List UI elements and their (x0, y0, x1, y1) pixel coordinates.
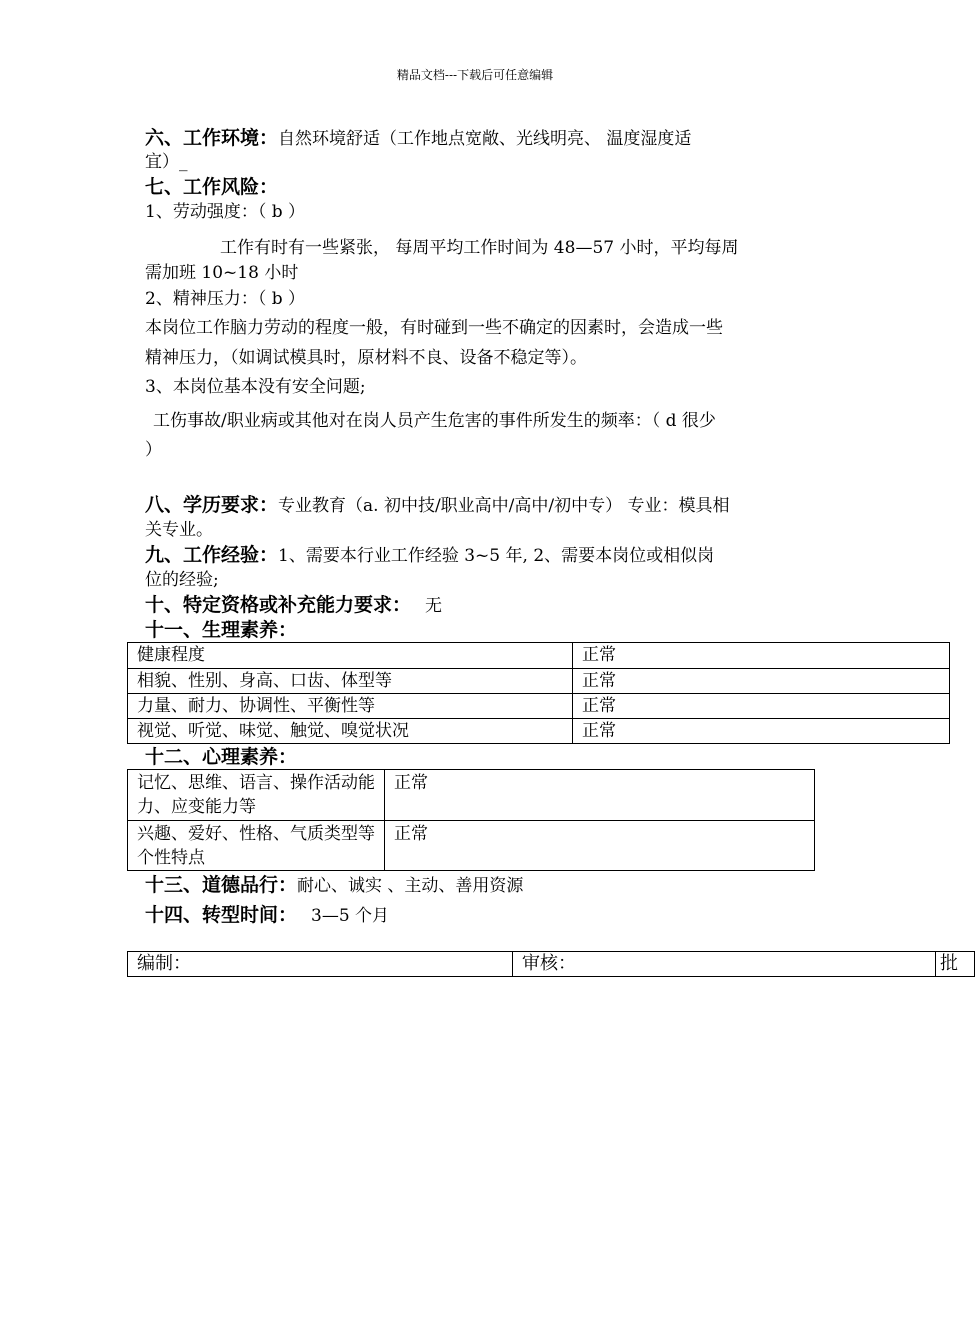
section-14-heading: 十四、转型时间： (145, 904, 298, 926)
table-cell-value: 正常 (384, 820, 815, 871)
section-10 (145, 593, 442, 618)
section-9-text: 1、需要本行业工作经验 3~5 年, 2、需要本岗位或相似岗 (278, 546, 715, 566)
section-13-heading: 十三、道德品行： (145, 874, 298, 896)
risk-item-3: 3、本岗位基本没有安全问题; (145, 377, 366, 397)
table-cell-item: 健康程度 (127, 642, 573, 669)
table-cell-item: 力量、耐力、协调性、平衡性等 (127, 693, 573, 719)
table-cell-value: 正常 (572, 668, 950, 694)
table-cell-item: 记忆、思维、语言、操作活动能力、应变能力等 (127, 769, 385, 821)
table-cell-item: 相貌、性别、身高、口齿、体型等 (127, 668, 573, 694)
section-8-heading: 八、学历要求： (145, 494, 279, 516)
table-cell-value: 正常 (572, 642, 950, 669)
risk-item-3-desc-cont: ） (145, 440, 162, 460)
section-6-text: 自然环境舒适（工作地点宽敞、光线明亮、 温度湿度适 (278, 129, 692, 149)
section-13-text: 耐心、诚实 、主动、善用资源 (297, 876, 524, 896)
table-cell-value: 正常 (384, 769, 815, 821)
section-9-text-cont: 位的经验; (145, 570, 219, 590)
section-7-heading: 七、工作风险： (145, 176, 279, 198)
section-6-heading: 六、工作环境： (145, 127, 279, 149)
approve-cell: 批 (935, 951, 975, 977)
risk-item-1-desc-cont: 需加班 10~18 小时 (145, 263, 299, 283)
section-9-heading: 九、工作经验： (145, 544, 279, 566)
table-cell-value: 正常 (572, 718, 950, 744)
table-cell-item: 兴趣、爱好、性格、气质类型等个性特点 (127, 820, 385, 871)
risk-item-3-desc: 工伤事故/职业病或其他对在岗人员产生危害的事件所发生的频率：（ d 很少 (153, 411, 716, 431)
compile-cell: 编制： (127, 951, 513, 977)
risk-item-1-desc: 工作有时有一些紧张， 每周平均工作时间为 48—57 小时，平均每周 (220, 238, 739, 258)
section-8-text-cont: 关专业。 (145, 520, 213, 540)
section-14-text: 3—5 个月 (311, 906, 390, 926)
risk-item-2: 2、精神压力：（ b ） (145, 289, 306, 309)
section-10-text: 无 (425, 596, 443, 616)
section-13 (145, 873, 523, 898)
section-8-text: 专业教育（a. 初中技/职业高中/高中/初中专） 专业：模具相 (278, 496, 730, 516)
section-6-text-cont: 宜）_ (145, 152, 188, 172)
review-cell: 审核： (512, 951, 936, 977)
table-cell-item: 视觉、听觉、味觉、触觉、嗅觉状况 (127, 718, 573, 744)
table-cell-value: 正常 (572, 693, 950, 719)
section-12-heading: 十二、心理素养： (145, 746, 298, 768)
risk-item-1: 1、劳动强度：（ b ） (145, 202, 306, 222)
section-14 (145, 903, 389, 928)
section-9 (145, 543, 714, 568)
risk-item-2-desc: 本岗位工作脑力劳动的程度一般，有时碰到一些不确定的因素时，会造成一些 (145, 318, 723, 338)
page-header: 精品文档---下载后可任意编辑 (396, 68, 554, 82)
section-6 (145, 126, 691, 151)
section-10-heading: 十、特定资格或补充能力要求： (145, 594, 412, 616)
section-11-heading: 十一、生理素养： (145, 619, 298, 641)
section-8 (145, 493, 730, 518)
risk-item-2-desc-cont: 精神压力，（如调试模具时，原材料不良、设备不稳定等）。 (145, 348, 587, 368)
